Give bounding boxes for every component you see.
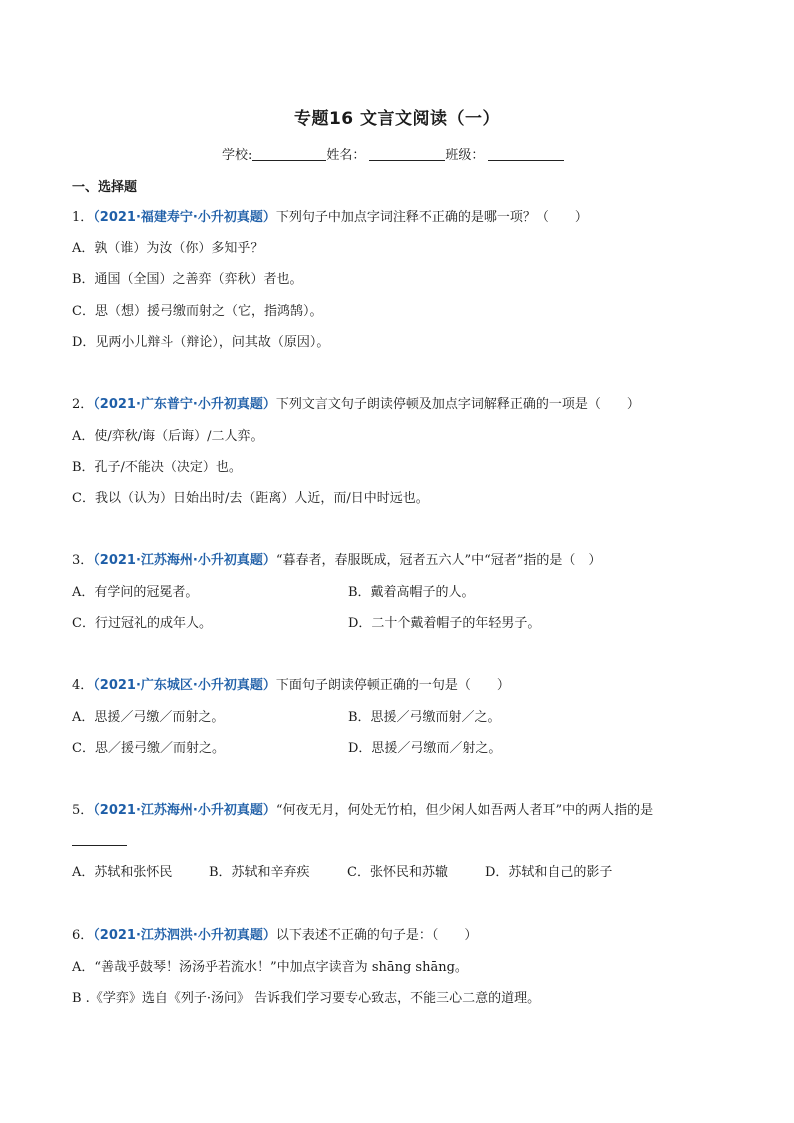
question-number: 6． (72, 928, 94, 943)
question-3-stem (72, 549, 601, 568)
question-source: （2021·福建寿宁·小升初真题） (93, 210, 276, 225)
question-source: （2021·江苏泗洪·小升初真题） (93, 928, 276, 943)
question-number: 3． (72, 553, 94, 568)
question-3-option-b[interactable]: B．戴着高帽子的人。 (348, 585, 475, 600)
question-2-stem (72, 393, 640, 412)
question-4-option-b[interactable]: B．思援／弓缴而射／之。 (348, 710, 501, 725)
question-4-option-c[interactable]: C．思／援弓缴／而射之。 (72, 741, 225, 756)
question-source: （2021·广东城区·小升初真题） (93, 678, 276, 693)
question-source: （2021·江苏海州·小升初真题） (93, 553, 276, 568)
question-number: 5． (72, 803, 94, 818)
name-blank[interactable] (369, 147, 445, 161)
school-blank[interactable] (252, 147, 326, 161)
class-blank[interactable] (488, 147, 564, 161)
question-4-option-a[interactable]: A．思援／弓缴／而射之。 (72, 710, 225, 725)
student-info-line (222, 144, 564, 163)
question-1-option-c[interactable]: C．思（想）援弓缴而射之（它，指鸿鹄）。 (72, 304, 323, 319)
question-3-option-a[interactable]: A．有学问的冠冕者。 (72, 585, 199, 600)
question-number: 4． (72, 678, 94, 693)
question-5-option-d[interactable]: D．苏轼和自己的影子 (485, 865, 613, 880)
question-1-option-b[interactable]: B．通国（全国）之善弈（弈秋）者也。 (72, 272, 303, 287)
question-5-option-c[interactable]: C．张怀民和苏辙 (347, 865, 448, 880)
question-4-option-d[interactable]: D．思援／弓缴而／射之。 (348, 741, 502, 756)
question-2-option-b[interactable]: B．孔子/不能决（决定）也。 (72, 460, 242, 475)
question-text: “暮春者，春服既成，冠者五六人”中“冠者”指的是（ ） (275, 553, 602, 568)
question-1-stem (72, 206, 588, 225)
school-label: 学校: (222, 148, 253, 163)
question-5-option-a[interactable]: A．苏轼和张怀民 (72, 865, 173, 880)
question-text: 下列句子中加点字词注释不正确的是哪一项？（ ） (275, 210, 588, 225)
question-text: 下面句子朗读停顿正确的一句是（ ） (275, 678, 510, 693)
question-6-option-a[interactable]: A．“善哉乎鼓琴！汤汤乎若流水！”中加点字读音为 shāng shāng。 (72, 960, 468, 975)
name-label: 姓名： (326, 148, 366, 163)
page-title: 专题16 文言文阅读（一） (293, 109, 501, 129)
question-text: “何夜无月，何处无竹柏，但少闲人如吾两人者耳”中的两人指的是 (275, 803, 654, 818)
question-text: 下列文言文句子朗读停顿及加点字词解释正确的一项是（ ） (275, 397, 640, 412)
question-1-option-d[interactable]: D．见两小儿辩斗（辩论），问其故（原因）。 (72, 335, 330, 350)
question-2-option-a[interactable]: A．使/弈秋/诲（后诲）/二人弈。 (72, 429, 264, 444)
question-2-option-c[interactable]: C．我以（认为）日始出时/去（距离）人近，而/日中时远也。 (72, 491, 429, 506)
question-5-option-b[interactable]: B．苏轼和辛弃疾 (209, 865, 310, 880)
question-6-option-b[interactable]: B .《学弈》选自《列子·汤问》 告诉我们学习要专心致志，不能三心二意的道理。 (72, 991, 541, 1006)
question-5-stem (72, 799, 653, 818)
question-number: 1． (72, 210, 94, 225)
question-source: （2021·江苏海州·小升初真题） (93, 803, 276, 818)
question-number: 2． (72, 397, 94, 412)
question-3-option-d[interactable]: D．二十个戴着帽子的年轻男子。 (348, 616, 541, 631)
question-1-option-a[interactable]: A．孰（谁）为汝（你）多知乎？ (72, 241, 264, 256)
question-6-stem (72, 924, 477, 943)
question-5-answer-blank[interactable] (72, 845, 127, 846)
question-5-options (72, 861, 612, 880)
section-heading: 一、选择题 (72, 180, 138, 195)
question-source: （2021·广东普宁·小升初真题） (93, 397, 276, 412)
question-3-option-c[interactable]: C．行过冠礼的成年人。 (72, 616, 212, 631)
question-4-stem (72, 674, 510, 693)
class-label: 班级： (445, 148, 485, 163)
question-text: 以下表述不正确的句子是：（ ） (275, 928, 478, 943)
